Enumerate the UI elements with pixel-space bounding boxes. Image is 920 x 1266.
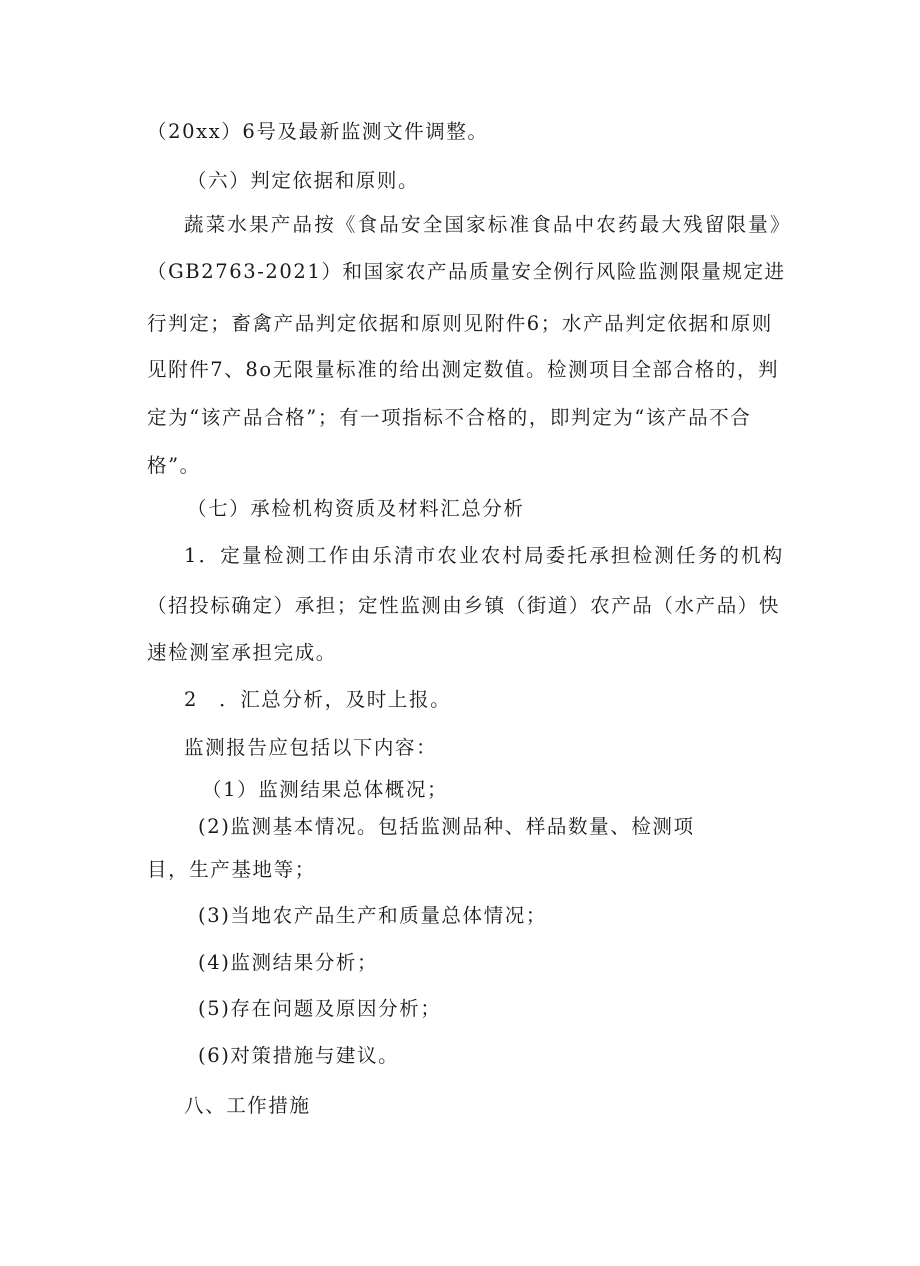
list-item-3: (3)当地农产品生产和质量总体情况； (198, 904, 547, 927)
text-line-5: 行判定；畜禽产品判定依据和原则见附件6；水产品判定依据和原则 (147, 312, 773, 335)
text-line-13: 2 ．汇总分析，及时上报。 (184, 688, 452, 711)
list-item-2: (2)监测基本情况。包括监测品种、样品数量、检测项 (198, 815, 695, 838)
text-line-12: 速检测室承担完成。 (147, 641, 337, 664)
text-line-3: 蔬菜水果产品按《食品安全国家标准食品中农药最大残留限量》 (184, 213, 792, 236)
text-line-11: （招投标确定）承担；定性监测由乡镇（街道）农产品（水产品）快 (147, 594, 781, 617)
text-line-1: （20xx）6号及最新监测文件调整。 (147, 120, 489, 143)
list-item-4: (4)监测结果分析； (198, 951, 379, 974)
list-item-6: (6)对策措施与建议。 (198, 1044, 400, 1067)
section-heading-6: （六）判定依据和原则。 (187, 169, 420, 192)
text-line-14: 监测报告应包括以下内容： (184, 736, 438, 759)
section-heading-8: 八、工作措施 (184, 1094, 311, 1117)
list-item-1: （1）监测结果总体概况； (202, 778, 449, 801)
text-line-4: （GB2763-2021）和国家农产品质量安全例行风险监测限量规定进 (147, 260, 786, 283)
text-line-10: 1．定量检测工作由乐清市农业农村局委托承担检测任务的机构 (184, 544, 785, 567)
text-line-7: 定为“该产品合格”；有一项指标不合格的，即判定为“该产品不合 (147, 406, 752, 429)
text-line-6: 见附件7、8o无限量标准的给出测定数值。检测项目全部合格的，判 (147, 358, 780, 381)
section-heading-7: （七）承检机构资质及材料汇总分析 (187, 497, 525, 520)
text-line-8: 格”。 (147, 454, 201, 477)
list-item-2-continued: 目，生产基地等； (147, 858, 316, 881)
list-item-5: (5)存在问题及原因分析； (198, 997, 442, 1020)
